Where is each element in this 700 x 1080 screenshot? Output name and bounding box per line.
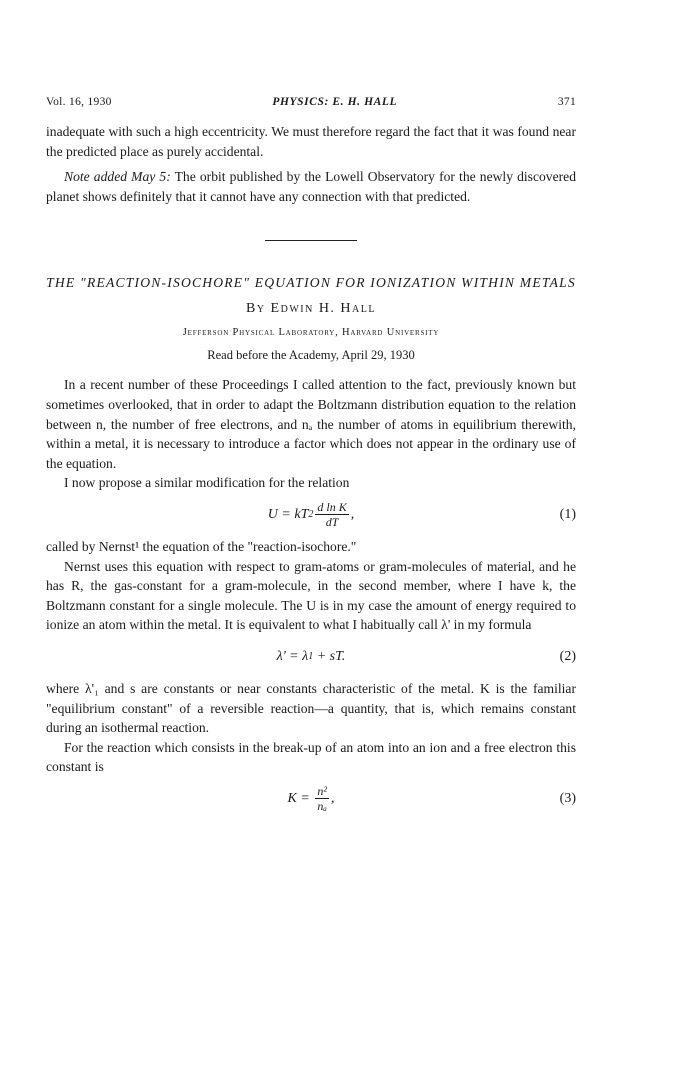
note-lead: Note added May 5: xyxy=(64,169,171,185)
eq2-rhs: + sT. xyxy=(313,648,346,664)
body-paragraph-1: In a recent number of these Proceedings I called attention to the fact, previously known but sometimes overlooked, that in order to adapt the Boltzmann distribution equation to the relation between n, the number of free electrons, and nₐ the number of atoms in equilibrium therewith, within a metal, it is necessary to introduce a factor which does not appear in the ordinary use of the equation. xyxy=(46,377,576,471)
eq3-numerator: n² xyxy=(317,784,327,799)
equation-2: λ' = λ 1 + sT. (2) xyxy=(276,648,576,664)
eq3-denominator: nₐ xyxy=(317,799,327,814)
header-page-number: 371 xyxy=(557,96,576,108)
eq1-denominator: dT xyxy=(325,515,339,530)
body-paragraph-6: For the reaction which consists in the break-up of an atom into an ion and a free electron this constant is xyxy=(46,739,576,775)
section-divider xyxy=(265,240,357,241)
eq3-tail: , xyxy=(330,790,335,806)
body-paragraph-5: where λ'₁ and s are constants or near constants characteristic of the metal. K is the familiar "equilibrium constant" of a reversible reaction—a quantity, that is, which remains constant during an isothermal reaction. xyxy=(46,680,576,736)
article-author: By Edwin H. Hall xyxy=(246,301,376,317)
body-paragraph-3: called by Nernst¹ the equation of the "reaction-isochore." xyxy=(46,538,357,554)
eq3-fraction xyxy=(315,784,329,813)
header-volume: Vol. 16, 1930 xyxy=(46,96,112,108)
body-paragraph-2: I now propose a similar modification for the relation xyxy=(64,475,350,491)
eq2-lhs: λ' = λ xyxy=(276,648,309,664)
article-affiliation: Jefferson Physical Laboratory, Harvard University xyxy=(182,327,440,339)
article-title: THE "REACTION-ISOCHORE" EQUATION FOR IONIZATION WITHIN METALS xyxy=(46,275,576,291)
eq3-lhs: K = xyxy=(287,790,314,806)
body-paragraph-4: Nernst uses this equation with respect to gram-atoms or gram-molecules of material, and he has R, the gas-constant for a gram-molecule, in the second member, where I have k, the Boltzmann constant for a single molecule. The U is in my case the amount of energy required to ionize an atom within the metal. It is equivalent to what I habitually call λ' in my formula xyxy=(46,558,576,633)
eq1-numerator: d ln K xyxy=(317,500,347,515)
eq1-tail: , xyxy=(350,506,355,522)
header-title: PHYSICS: E. H. HALL xyxy=(272,96,398,108)
equation-3 xyxy=(46,777,576,821)
prev-article-paragraph: inadequate with such a high eccentricity. We must therefore regard the fact that it was found near the predicted place as purely accidental. xyxy=(46,124,576,159)
eq1-lhs: U = kT xyxy=(267,506,309,522)
equation-1: U = kT 2 $\frac{\text{d ln K}}{dT}$ , (1) xyxy=(267,500,576,530)
read-before-line: Read before the Academy, April 29, 1930 xyxy=(207,348,415,363)
eq1-fraction xyxy=(315,500,348,529)
eq1-number: (1) xyxy=(559,506,576,522)
eq2-number: (2) xyxy=(559,648,576,664)
note-text: The orbit published by the Lowell Observatory for the newly discovered planet shows definitely that it cannot have any connection with that predicted. xyxy=(46,169,576,204)
note-paragraph xyxy=(46,167,576,206)
page xyxy=(46,96,576,821)
eq3-number: (3) xyxy=(559,790,576,806)
running-head xyxy=(46,96,576,108)
